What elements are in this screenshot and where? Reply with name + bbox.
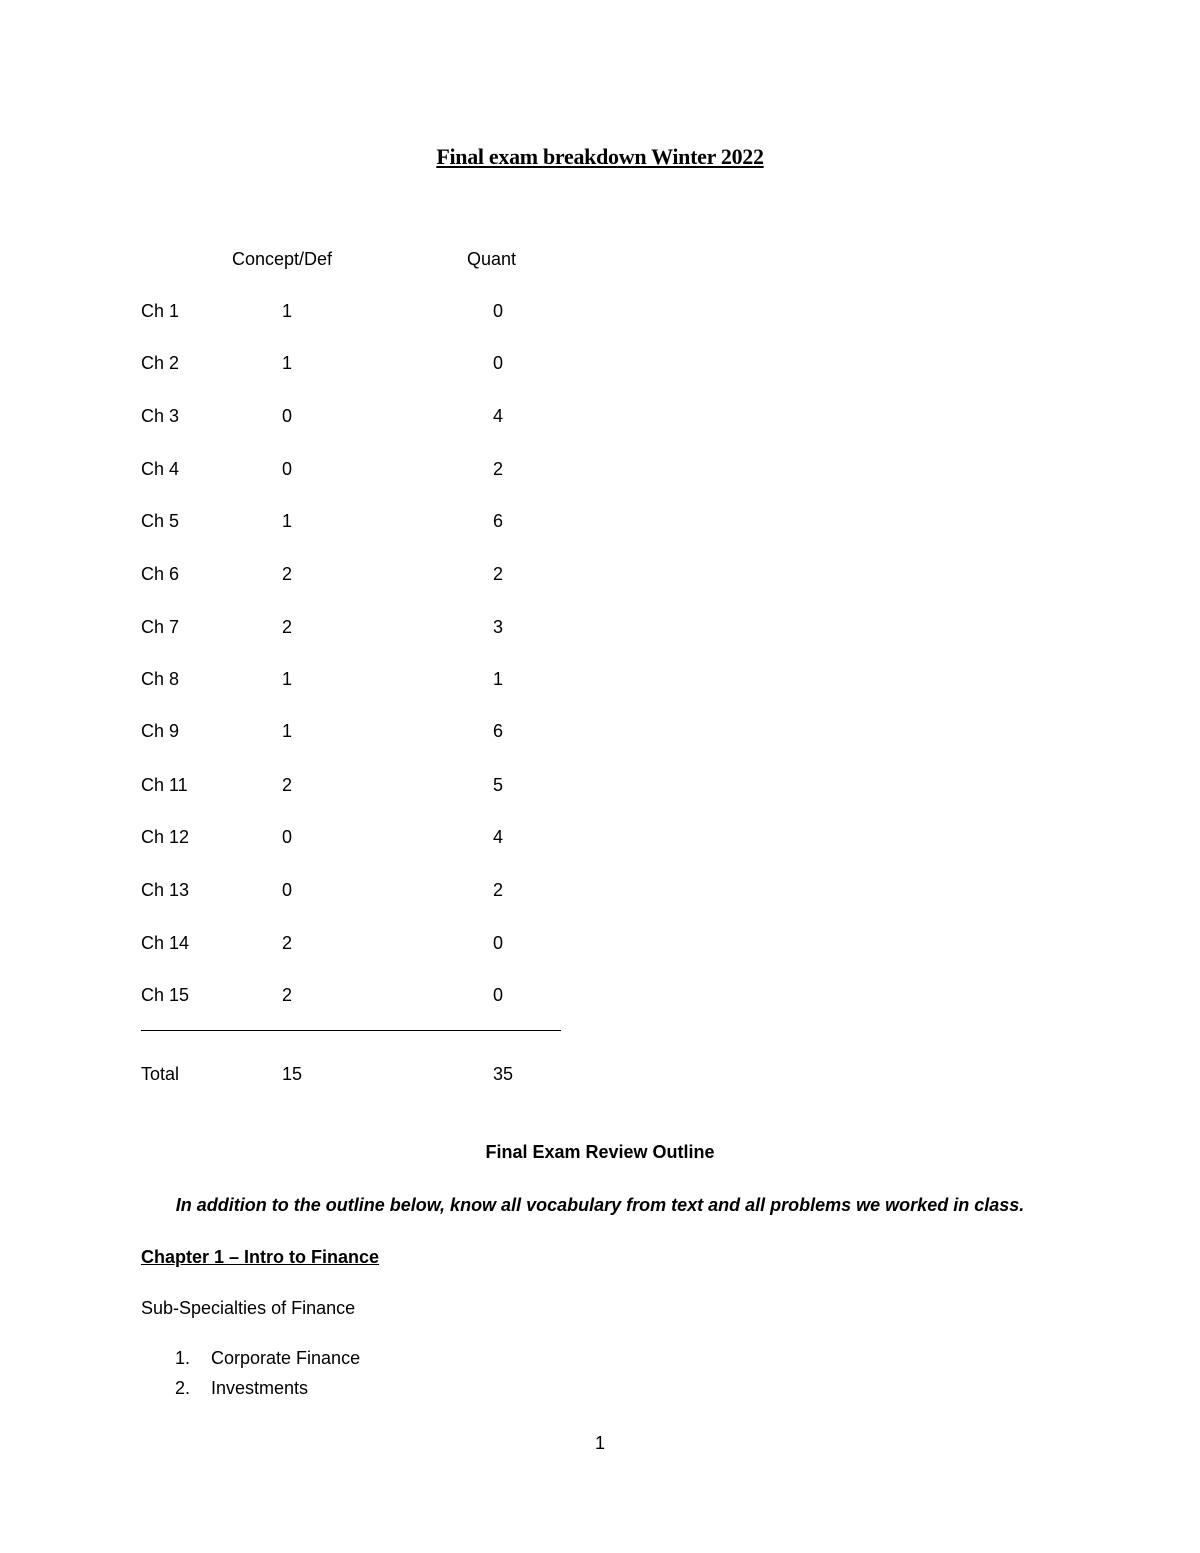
row-label: Ch 7 <box>141 617 180 637</box>
chapter-heading: Chapter 1 – Intro to Finance <box>141 1247 380 1267</box>
total-concept: 15 <box>282 1064 303 1084</box>
row-label: Ch 9 <box>141 721 180 741</box>
concept-count: 1 <box>282 721 293 741</box>
quant-count: 1 <box>493 669 504 689</box>
concept-count: 1 <box>282 669 293 689</box>
quant-count: 0 <box>493 985 504 1005</box>
row-label: Ch 4 <box>141 459 180 479</box>
concept-count: 2 <box>282 564 293 584</box>
row-label: Ch 6 <box>141 564 180 584</box>
concept-count: 2 <box>282 933 293 953</box>
row-label: Ch 3 <box>141 406 180 426</box>
concept-count: 0 <box>282 827 293 847</box>
quant-count: 6 <box>493 721 504 741</box>
concept-count: 0 <box>282 459 293 479</box>
total-label: Total <box>141 1064 180 1084</box>
quant-count: 5 <box>493 775 504 795</box>
concept-count: 1 <box>282 511 293 531</box>
list-number: 1. <box>175 1348 191 1368</box>
quant-count: 2 <box>493 564 504 584</box>
total-divider-line <box>141 1030 561 1031</box>
concept-count: 0 <box>282 406 293 426</box>
row-label: Ch 5 <box>141 511 180 531</box>
total-quant: 35 <box>493 1064 514 1084</box>
row-label: Ch 12 <box>141 827 190 847</box>
row-label: Ch 8 <box>141 669 180 689</box>
row-label: Ch 15 <box>141 985 190 1005</box>
concept-count: 2 <box>282 775 293 795</box>
header-concept-def: Concept/Def <box>232 249 333 269</box>
concept-count: 1 <box>282 301 293 321</box>
concept-count: 0 <box>282 880 293 900</box>
quant-count: 3 <box>493 617 504 637</box>
quant-count: 0 <box>493 353 504 373</box>
quant-count: 4 <box>493 406 504 426</box>
outline-note: In addition to the outline below, know all vocabulary from text and all problems we worked in class. <box>175 1195 1025 1215</box>
row-label: Ch 11 <box>141 775 188 795</box>
quant-count: 6 <box>493 511 504 531</box>
document-title: Final exam breakdown Winter 2022 <box>436 144 764 169</box>
row-label: Ch 14 <box>141 933 190 953</box>
quant-count: 2 <box>493 880 504 900</box>
quant-count: 0 <box>493 301 504 321</box>
subheading: Sub-Specialties of Finance <box>141 1298 356 1318</box>
concept-count: 1 <box>282 353 293 373</box>
row-label: Ch 1 <box>141 301 180 321</box>
outline-title: Final Exam Review Outline <box>485 1142 715 1162</box>
header-quant: Quant <box>467 249 517 269</box>
list-text: Investments <box>211 1378 309 1398</box>
concept-count: 2 <box>282 985 293 1005</box>
list-text: Corporate Finance <box>211 1348 361 1368</box>
page-number: 1 <box>594 1433 605 1453</box>
quant-count: 4 <box>493 827 504 847</box>
concept-count: 2 <box>282 617 293 637</box>
quant-count: 0 <box>493 933 504 953</box>
quant-count: 2 <box>493 459 504 479</box>
row-label: Ch 2 <box>141 353 180 373</box>
row-label: Ch 13 <box>141 880 190 900</box>
list-number: 2. <box>175 1378 191 1398</box>
